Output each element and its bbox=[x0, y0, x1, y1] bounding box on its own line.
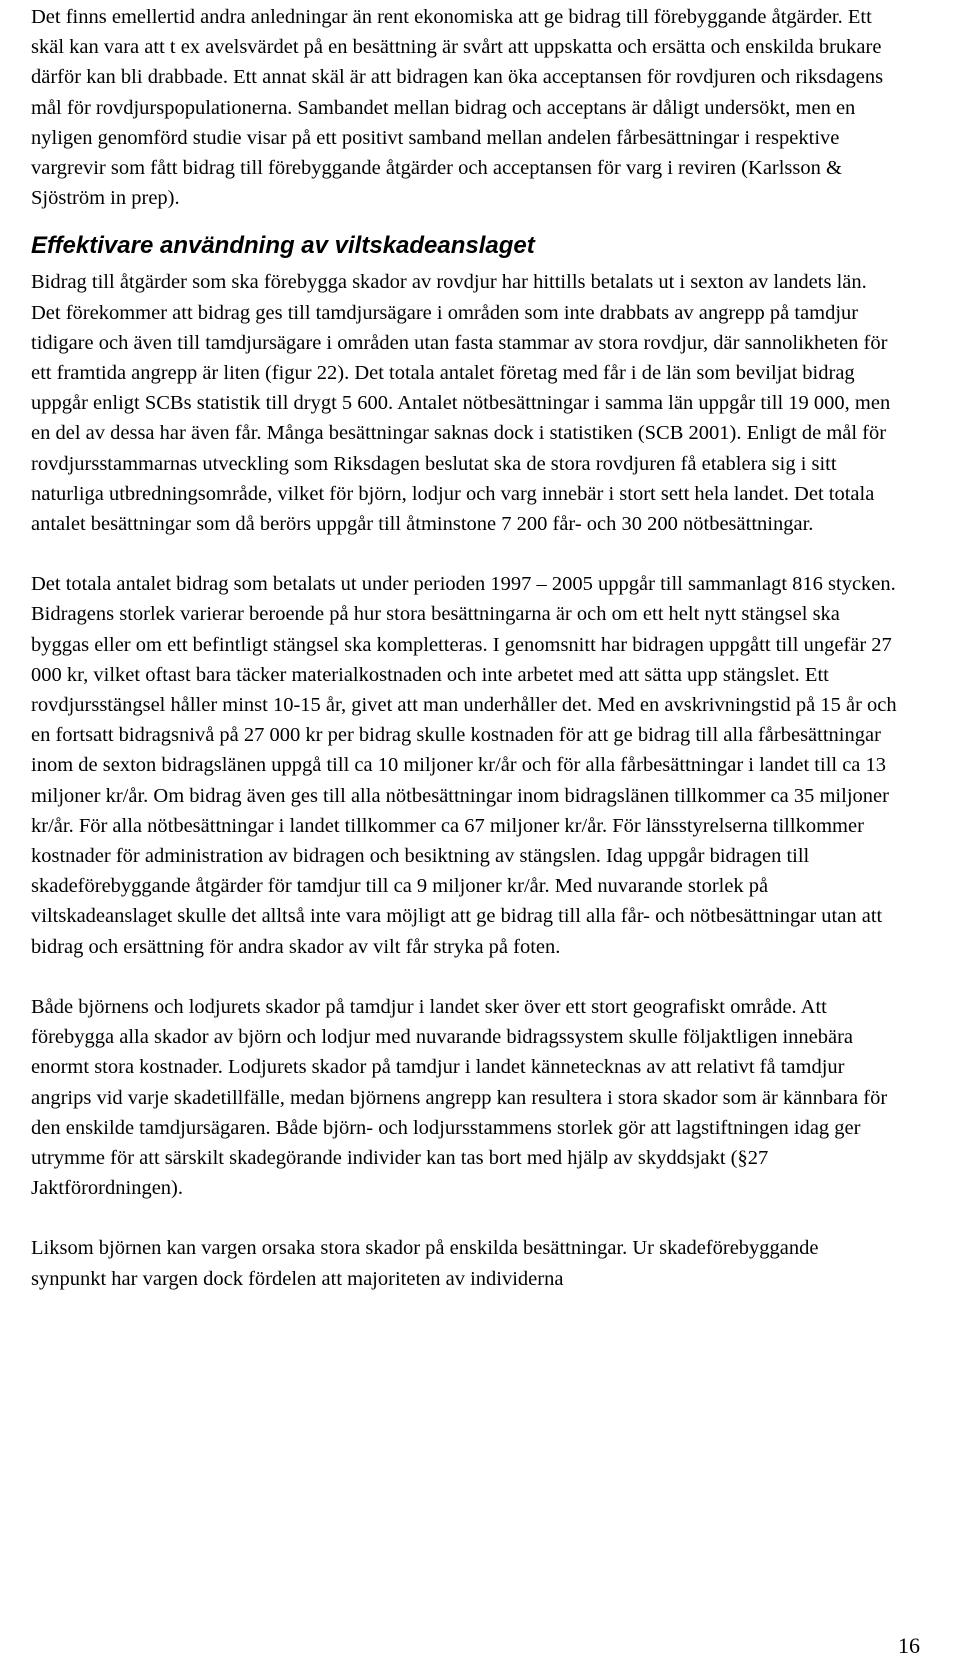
paragraph-bear-lynx: Både björnens och lodjurets skador på tamdjur i landet sker över ett stort geografiskt område. Att förebygga alla skador av björn och lodjur med nuvarande bidragssystem skulle följaktligen innebära enormt stora kostnader. Lodjurets skador på tamdjur i landet kännetecknas av att relativt få tamdjur angrips vid varje skadetillfälle, medan björnens angrepp kan resultera i stora skador som är kännbara för den enskilde tamdjursägaren. Både björn- och lodjursstammens storlek gör att lagstiftningen idag ger utrymme för att särskilt skadegörande individer kan tas bort med hjälp av skyddsjakt (§27 Jaktförordningen). bbox=[31, 995, 888, 1200]
page-number: 16 bbox=[898, 1633, 920, 1658]
paragraph-wolf: Liksom björnen kan vargen orsaka stora skador på enskilda besättningar. Ur skadeförebyggande synpunkt har vargen dock fördelen att majoriteten av individerna bbox=[31, 1237, 819, 1290]
section-heading: Effektivare användning av viltskadeanslaget bbox=[31, 232, 535, 260]
paragraph-grants-paid: Bidrag till åtgärder som ska förebygga skador av rovdjur har hittills betalats ut i sexton av landets län. Det förekommer att bidrag ges till tamdjursägare i områden som inte drabbats av angrepp på tamdjur tidigare och även till tamdjursägare i områden utan fasta stammar av stora rovdjur, där sannolikheten för ett framtida angrepp är liten (figur 22). Det totala antalet företag med får i de län som beviljat bidrag uppgår enligt SCBs statistik till drygt 5 600. Antalet nötbesättningar i samma län uppgår till 19 000, men en del av dessa har även får. Många besättningar saknas dock i statistiken (SCB 2001). Enligt de mål för rovdjursstammarnas utveckling som Riksdagen beslutat ska de stora rovdjuren få etablera sig i sitt naturliga utbredningsområde, vilket för björn, lodjur och varg innebär i stort sett hela landet. Det totala antalet besättningar som då berörs uppgår till åtminstone 7 200 får- och 30 200 nötbesättningar. bbox=[31, 271, 891, 536]
paragraph-economic-reasons: Det finns emellertid andra anledningar än rent ekonomiska att ge bidrag till förebyggande åtgärder. Ett skäl kan vara att t ex avelsvärdet på en besättning är svårt att uppskatta och ersätta och enskilda brukare därför kan bli drabbade. Ett annat skäl är att bidragen kan öka acceptansen för rovdjuren och riksdagens mål för rovdjurspopulationerna. Sambandet mellan bidrag och acceptans är dåligt undersökt, men en nyligen genomförd studie visar på ett positivt samband mellan andelen fårbesättningar i respektive vargrevir som fått bidrag till förebyggande åtgärder och acceptansen för varg i reviren (Karlsson & Sjöström in prep). bbox=[31, 6, 884, 210]
paragraph-total-grants: Det totala antalet bidrag som betalats ut under perioden 1997 – 2005 uppgår till sammanlagt 816 stycken. Bidragens storlek varierar beroende på hur stora besättningarna är och om ett helt nytt stängsel ska byggas eller om ett befintligt stängsel ska kompletteras. I genomsnitt har bidragen uppgått till ungefär 27 000 kr, vilket oftast bara täcker materialkostnaden och inte arbetet med att sätta upp stängslet. Ett rovdjursstängsel håller minst 10-15 år, givet att man underhåller det. Med en avskrivningstid på 15 år och en fortsatt bidragsnivå på 27 000 kr per bidrag skulle kostnaden för att ge bidrag till alla fårbesättningar inom de sexton bidragslänen uppgå till ca 10 miljoner kr/år och för alla fårbesättningar i landet till ca 13 miljoner kr/år. Om bidrag även ges till alla nötbesättningar inom bidragslänen tillkommer ca 35 miljoner kr/år. För alla nötbesättningar i landet tillkommer ca 67 miljoner kr/år. För länsstyrelserna tillkommer kostnader för administration av bidragen och besiktning av stängslen. Idag uppgår bidragen till skadeförebyggande åtgärder för tamdjur till ca 9 miljoner kr/år. Med nuvarande storlek på viltskadeanslaget skulle det alltså inte vara möjligt att ge bidrag till alla får- och nötbesättningar utan att bidrag och ersättning för andra skador av vilt får stryka på foten. bbox=[31, 573, 897, 958]
